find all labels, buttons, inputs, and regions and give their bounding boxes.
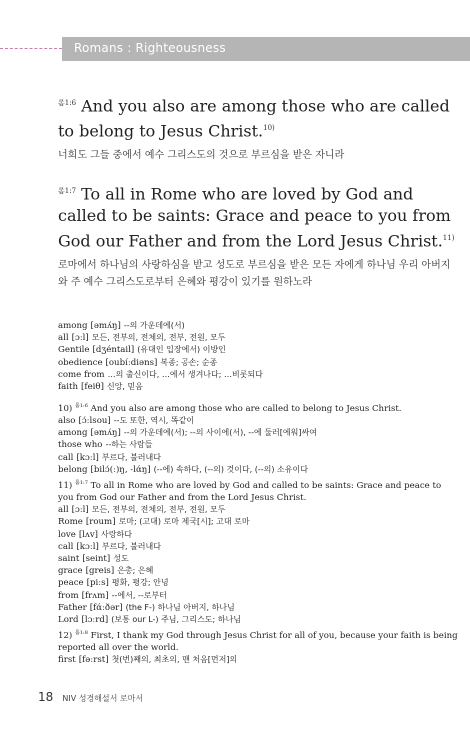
verse-text: And you also are among those who are called to belong to Jesus Christ. <box>58 96 450 141</box>
vocab-definition: 복종; 공손; 순종 <box>160 357 218 367</box>
vocab-pronunciation: [kɔːl] <box>76 541 99 552</box>
note-verse-text: To all in Rome who are loved by God and called to be saints: Grace and peace to you from God our Father and from the Lord Jesus Christ. <box>58 480 442 504</box>
vocab-entry <box>58 553 458 565</box>
vocab-definition: (유대인 입장에서) 이방인 <box>137 345 226 355</box>
vocab-definition: 로마; (고대) 로마 제국[시]; 고대 로마 <box>118 517 250 527</box>
vocab-pronunciation: [dʒéntail] <box>92 345 135 356</box>
vocab-word: Father <box>58 602 87 613</box>
vocab-note-verse <box>58 627 458 654</box>
vocab-definition: --의 가운데에(서); --의 사이에(서), --에 둘러[에워]싸여 <box>123 428 317 438</box>
vocab-word: Gentile <box>58 345 90 356</box>
vocab-word: call <box>58 541 74 552</box>
vocab-entry <box>58 516 458 528</box>
note-verse-text: First, I thank my God through Jesus Christ for all of you, because your faith is being reported all over the world. <box>58 630 458 654</box>
vocab-word: grace <box>58 566 83 577</box>
vocab-entry <box>58 577 458 589</box>
vocab-pronunciation: [əmʌ́ŋ] <box>90 321 121 331</box>
vocab-entry <box>58 654 458 666</box>
note-verse-text: And you also are among those who are called to belong to Jesus Christ. <box>90 403 402 414</box>
vocab-note-11 <box>58 477 458 626</box>
vocab-word: Lord <box>58 615 79 626</box>
vocab-word: love <box>58 529 76 540</box>
vocab-word: call <box>58 452 74 463</box>
vocab-pronunciation: [kɔːl] <box>76 452 99 463</box>
vocab-entry <box>58 590 458 602</box>
verse-1-6-english <box>58 92 456 143</box>
vocab-definition: --하는 사람들 <box>105 440 153 450</box>
vocab-entry <box>58 320 458 332</box>
vocab-pronunciation: [əmʌ́ŋ] <box>90 428 121 439</box>
vocab-entry <box>58 369 458 381</box>
vocab-pronunciation: [fəːrst] <box>78 655 109 666</box>
footnote-marker: 11) <box>442 234 455 243</box>
vocab-entry <box>58 565 458 577</box>
vocab-definition: --의 가운데에(서) <box>123 321 185 330</box>
vocab-definition: --에서, --로부터 <box>111 590 167 600</box>
vocab-definition: 은총; 은혜 <box>117 566 154 576</box>
vocab-definition: --도 또한, 역시, 똑같이 <box>113 416 195 426</box>
vocab-word: all <box>58 333 69 344</box>
vocab-pronunciation: [frʌm] <box>81 590 109 601</box>
vocab-entry <box>58 464 458 476</box>
vocab-entry <box>58 614 458 626</box>
vocab-word: belong <box>58 464 88 475</box>
vocab-definition: 평화, 평강; 안녕 <box>111 578 169 588</box>
vocab-pronunciation: [lɔːrd] <box>81 615 109 626</box>
vocab-pronunciation: [feiθ] <box>81 382 104 393</box>
page-number: 18 <box>38 690 54 704</box>
verse-1-6-korean: 너희도 그들 중에서 예수 그리스도의 것으로 부르심을 받은 자니라 <box>58 149 345 161</box>
vocab-note-10 <box>58 400 458 476</box>
note-number: 12) <box>58 630 73 641</box>
header-dashed-line <box>0 48 62 49</box>
verse-ref: 롬1:6 <box>58 99 77 107</box>
vocab-definition: 부르다, 불러내다 <box>101 452 161 462</box>
vocab-list-top <box>58 320 458 393</box>
vocab-word: all <box>58 505 69 516</box>
note-number: 10) <box>58 403 73 414</box>
vocab-word: Rome <box>58 517 83 528</box>
vocab-entry <box>58 504 458 516</box>
vocab-entry <box>58 529 458 541</box>
vocab-pronunciation: [fάːðər] <box>89 602 123 613</box>
verse-1-7-english <box>58 180 456 253</box>
vocab-pronunciation: [oubíːdiəns] <box>105 357 158 368</box>
vocab-word: faith <box>58 382 79 393</box>
running-header <box>0 37 470 61</box>
vocab-word: from <box>58 590 79 601</box>
verse-text: To all in Rome who are loved by God and called to be saints: Grace and peace to you from God our Father and from the Lord Jesus Christ. <box>58 184 451 251</box>
vocab-definition: 사랑하다 <box>101 529 132 539</box>
verse-1-6 <box>58 92 456 164</box>
vocab-entry <box>58 452 458 464</box>
vocab-word: those who <box>58 440 103 451</box>
vocab-pronunciation: [greis] <box>85 566 115 577</box>
vocab-definition: 모든, 전부의, 전체의, 전부, 전원, 모두 <box>91 333 226 343</box>
vocab-pronunciation: [bilɔ́(ː)ŋ, -lάŋ] <box>90 464 151 475</box>
vocab-definition: 첫(번)째의, 최초의, 맨 처음[먼저]의 <box>111 655 238 665</box>
vocab-entry <box>58 602 458 614</box>
vocab-definition: (보통 our L-) 주님, 그리스도; 하나님 <box>111 615 241 625</box>
vocab-pronunciation: [ɔːl] <box>71 505 89 516</box>
verse-1-7-korean: 로마에서 하나님의 사랑하심을 받고 성도로 부르심을 받은 모든 자에게 하나님 우리 아버지와 주 예수 그리스도로부터 은혜와 평강이 있기를 원하노라 <box>58 259 451 288</box>
vocab-definition: (--에) 속하다, (--의) 것이다, (--의) 소유이다 <box>153 464 308 474</box>
verse-ref: 롬1:7 <box>58 187 77 195</box>
vocab-note-verse <box>58 400 458 415</box>
vocab-pronunciation: [lʌv] <box>78 529 99 540</box>
vocab-entry <box>58 381 458 393</box>
vocab-word: among <box>58 321 88 331</box>
book-title: NIV 성경해설서 로마서 <box>62 694 144 703</box>
vocab-word: also <box>58 416 76 427</box>
vocab-definition: 부르다, 불러내다 <box>101 541 161 551</box>
vocab-entry <box>58 427 458 439</box>
vocab-definition: …의 출신이다, …에서 생겨나다; …비롯되다 <box>107 369 263 379</box>
vocab-definition: 신앙, 믿음 <box>106 382 143 392</box>
verse-ref: 롬1:7 <box>75 480 88 486</box>
vocab-pronunciation: [ɔːl] <box>71 333 89 344</box>
vocab-pronunciation: [ɔ́ːlsou] <box>78 416 111 427</box>
vocab-word: saint <box>58 554 80 565</box>
vocab-note-verse <box>58 477 458 504</box>
vocab-entry <box>58 415 458 427</box>
vocab-entry <box>58 344 458 356</box>
vocab-entry <box>58 439 458 451</box>
vocab-pronunciation: [piːs] <box>86 578 109 589</box>
note-number: 11) <box>58 480 73 491</box>
vocab-pronunciation: [seint] <box>82 554 111 565</box>
footnote-marker: 10) <box>263 124 275 133</box>
verse-ref: 롬1:6 <box>75 403 88 409</box>
vocab-word: among <box>58 428 88 439</box>
verse-ref: 롬1:8 <box>75 630 88 636</box>
vocab-definition: 성도 <box>113 554 129 564</box>
vocab-definition: 모든, 전부의, 전체의, 전부, 전원, 모두 <box>91 505 226 515</box>
vocab-note-12 <box>58 627 458 666</box>
vocab-entry <box>58 332 458 344</box>
verse-1-7 <box>58 180 456 291</box>
page-footer <box>38 686 143 705</box>
vocab-pronunciation: [roum] <box>85 517 116 528</box>
vocab-word: peace <box>58 578 84 589</box>
vocab-word: come from <box>58 369 105 380</box>
vocab-definition: (the F-) 하나님 아버지, 하나님 <box>125 602 235 612</box>
vocab-entry <box>58 541 458 553</box>
vocab-entry <box>58 357 458 369</box>
header-title: Romans : Righteousness <box>74 41 226 55</box>
vocab-word: first <box>58 655 76 666</box>
vocab-word: obedience <box>58 357 103 368</box>
